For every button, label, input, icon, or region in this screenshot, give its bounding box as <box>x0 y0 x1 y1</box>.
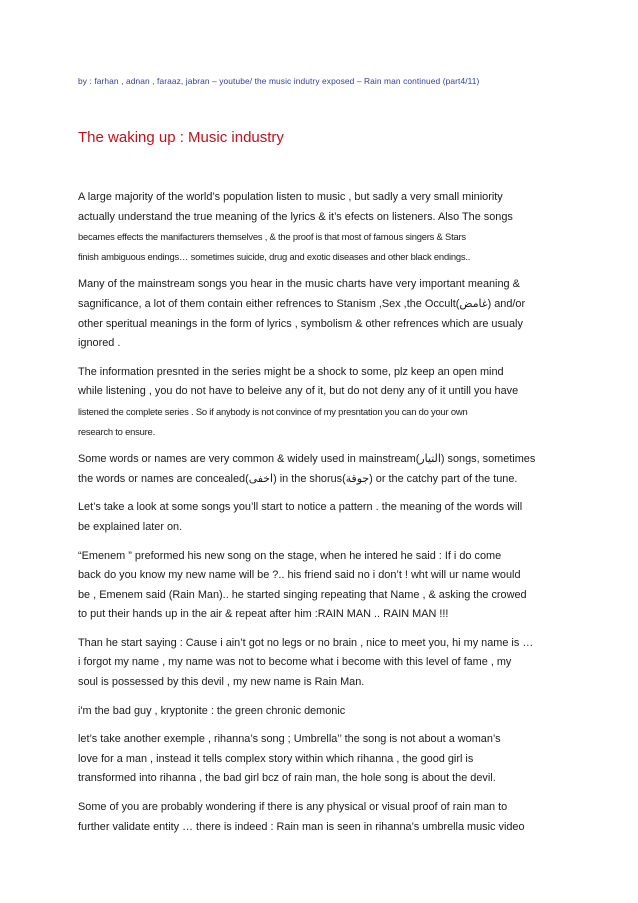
text-line: love for a man , instead it tells complex story within which rihanna , the good girl is <box>78 752 474 765</box>
text-line: Let’s take a look at some songs you’ll start to notice a pattern . the meaning of the words will <box>78 501 523 514</box>
text-line: back do you know my new name will be ?.. his friend said no i don’t ! wht will ur name would <box>78 569 521 582</box>
document-body <box>78 188 566 846</box>
text-line: Some of you are probably wondering if there is any physical or visual proof of rain man to <box>78 801 508 814</box>
paragraph-intro <box>78 188 566 266</box>
paragraph-proof <box>78 798 566 837</box>
text-line: listened the complete series . So if anybody is not convince of my presntation you can do your own <box>78 405 468 417</box>
text-line: The information presnted in the series might be a shock to some, plz keep an open mind <box>78 365 504 378</box>
text-line: further validate entity … there is indeed : Rain man is seen in rihanna’s umbrella music video <box>78 820 525 833</box>
text-line: while listening , you do not have to beleive any of it, but do not deny any of it untill you have <box>78 385 519 398</box>
text-line: research to ensure. <box>78 425 155 437</box>
text-line: actually understand the true meaning of the lyrics & it’s efects on listeners. Also The songs <box>78 210 513 223</box>
paragraph-lyrics <box>78 634 566 693</box>
text-line: A large majority of the world’s population listen to music , but sadly a very small miniority <box>78 191 503 203</box>
text-line: other speritual meanings in the form of lyrics , symbolism & other refrences which are usualy <box>78 317 523 330</box>
paragraph-words <box>78 450 566 489</box>
paragraph-mainstream <box>78 275 566 353</box>
text-line: Many of the mainstream songs you hear in the music charts have very important meaning & <box>78 278 520 291</box>
text-line: Some words or names are very common & widely used in mainstream(التيار) songs, sometimes <box>78 453 536 466</box>
document-title: The waking up : Music industry <box>78 129 284 146</box>
text-line: transformed into rihanna , the bad girl bcz of rain man, the hole song is about the devil. <box>78 772 496 785</box>
text-line: the words or names are concealed(اخفى) in the shorus(جوقة) or the catchy part of the tune. <box>78 472 518 485</box>
text-line: becames effects the manifacturers themselves , & the proof is that most of famous singers & Stars <box>78 231 466 243</box>
text-line: i forgot my name , my name was not to become what i become with this level of fame , my <box>78 656 512 669</box>
text-line: i'm the bad guy , kryptonite : the green chronic demonic <box>78 704 346 717</box>
text-line: soul is possessed by this devil , my new name is Rain Man. <box>78 676 365 689</box>
text-line: let’s take another exemple , rihanna’s song ; Umbrella’’ the song is not about a woman’s <box>78 733 501 746</box>
byline: by : farhan , adnan , faraaz, jabran – youtube/ the music indutry exposed – Rain man continued (part4/11) <box>78 76 480 86</box>
paragraph-emenem <box>78 547 566 625</box>
text-line: “Emenem ” preformed his new song on the stage, when he intered he said : If i do come <box>78 549 502 562</box>
text-line: finish ambiguous endings… sometimes suicide, drug and exotic diseases and other black endings.. <box>78 250 471 262</box>
text-line: be explained later on. <box>78 520 183 533</box>
paragraph-information <box>78 363 566 441</box>
text-line: be , Emenem said (Rain Man).. he started singing repeating that Name , & asking the crowed <box>78 588 527 601</box>
paragraph-look <box>78 498 566 537</box>
paragraph-rihanna <box>78 730 566 789</box>
text-line: to put their hands up in the air & repeat after him :RAIN MAN .. RAIN MAN !!! <box>78 608 449 621</box>
paragraph-bad-guy <box>78 702 566 722</box>
text-line: Than he start saying : Cause i ain’t got no legs or no brain , nice to meet you, hi my name is … <box>78 636 534 649</box>
text-line: sagnificance, a lot of them contain either refrences to Stanism ,Sex ,the Occult(غامض) and/or <box>78 297 526 310</box>
text-line: ignored . <box>78 337 121 350</box>
